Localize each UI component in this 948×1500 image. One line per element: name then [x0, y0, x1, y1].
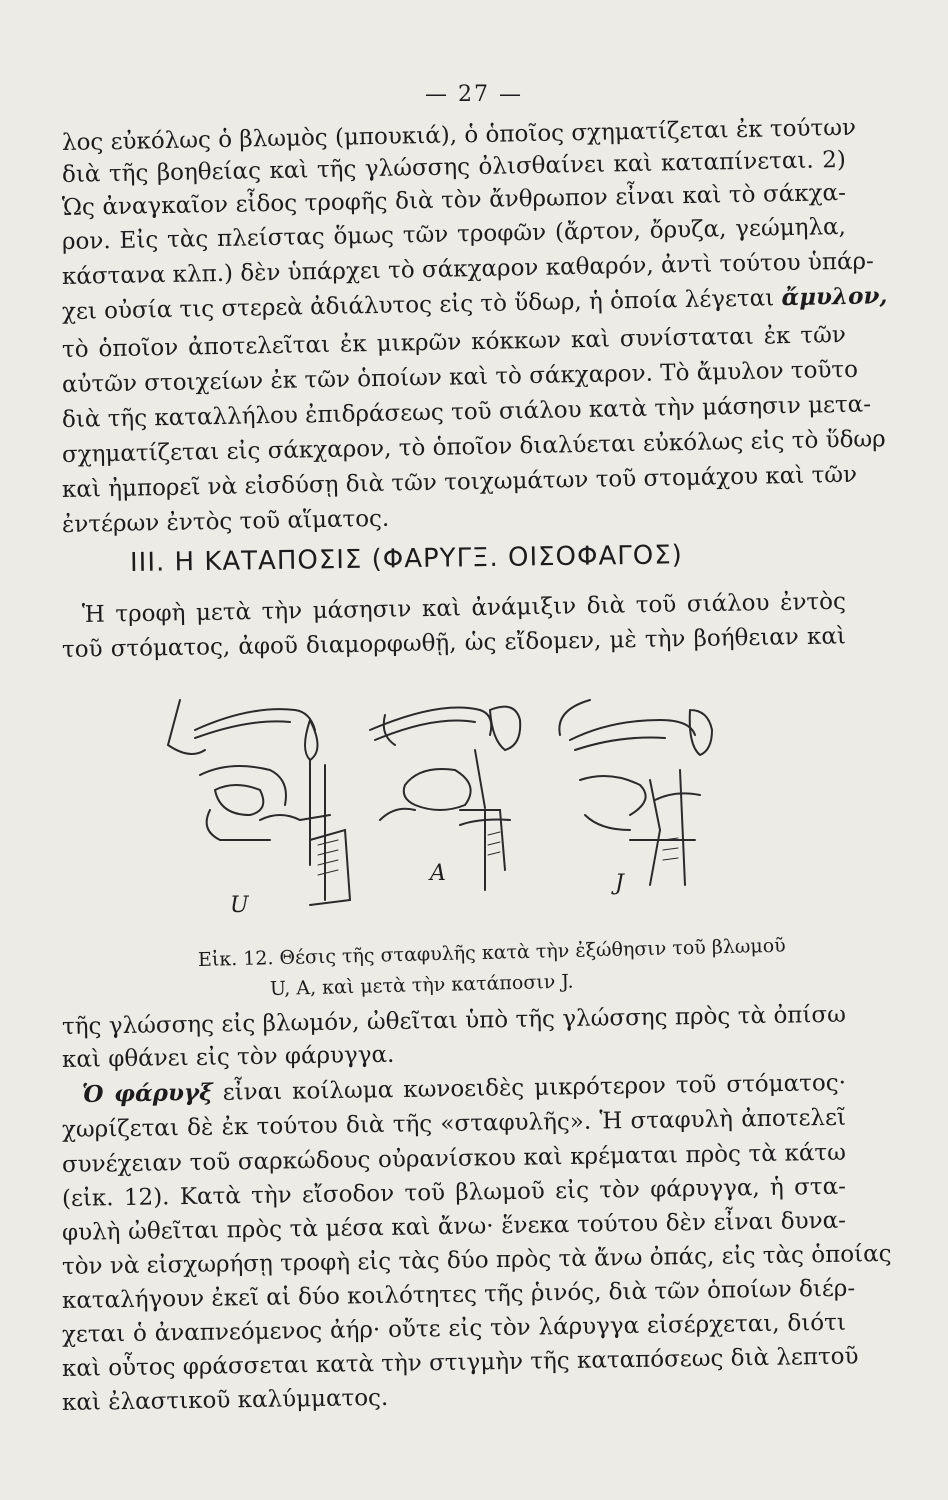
text-line: τῆς γλώσσης εἰς βλωμόν, ὠθεῖται ὑπὸ τῆς γλώσσης πρὸς τὰ ὀπίσω	[61, 1001, 847, 1040]
text-line: καὶ φθάνει εἰς τὸν φάρυγγα.	[61, 1041, 395, 1073]
text-line: ἐντέρων ἐντὸς τοῦ αἵματος.	[61, 505, 390, 538]
text-line: λος εὐκόλως ὁ βλωμὸς (μπουκιά), ὁ ὁποῖος σχηματίζεται ἐκ τούτων	[61, 114, 857, 156]
text-line: χωρίζεται δὲ ἐκ τούτου διὰ τῆς «σταφυλῆς». Ἡ σταφυλὴ ἀποτελεῖ	[61, 1104, 847, 1143]
text-line: ρον. Εἰς τὰς πλείστας ὅμως τῶν τροφῶν (ἄρτον, ὄρυζα, γεώμηλα,	[61, 213, 847, 255]
term-pharynx: Ὁ φάρυγξ	[81, 1078, 213, 1108]
diagram-label-u: U	[230, 893, 249, 918]
text-line: καὶ ἠμπορεῖ νὰ εἰσδύσῃ διὰ τῶν τοιχωμάτων τοῦ στομάχου καὶ τῶν	[61, 461, 858, 503]
figure-caption-line2: U, A, καὶ μετὰ τὴν κατάποσιν J.	[269, 970, 574, 1000]
text-line: φυλὴ ὠθεῖται πρὸς τὰ μέσα καὶ ἄνω· ἕνεκα τούτου δὲν εἶναι δυνα-	[61, 1207, 847, 1246]
section-heading: III. Η ΚΑΤΑΠΟΣΙΣ (ΦΑΡΥΓΞ. ΟΙΣΟΦΑΓΟΣ)	[129, 540, 684, 578]
text-line: Ὡς ἀναγκαῖον εἶδος τροφῆς διὰ τὸν ἄνθρωπον εἶναι καὶ τὸ σάκχα-	[61, 179, 847, 221]
text-line: Ἡ τροφὴ μετὰ τὴν μάσησιν καὶ ἀνάμιξιν διὰ τοῦ σιάλου ἐντὸς	[81, 588, 847, 628]
text-line: διὰ τῆς βοηθείας καὶ τῆς γλώσσης ὀλισθαίνει καὶ καταπίνεται. 2)	[61, 146, 847, 188]
text-line: χεται ὁ ἀναπνεόμενος ἀήρ· οὔτε εἰς τὸν λάρυγγα εἰσέρχεται, διότι	[61, 1309, 847, 1348]
text-line: κάστανα κλπ.) δὲν ὑπάρχει τὸ σάκχαρον καθαρόν, ἀντὶ τούτου ὑπάρ-	[61, 248, 875, 290]
text-line: χει οὐσία τις στερεὰ ἀδιάλυτος εἰς τὸ ὕδωρ, ἡ ὁποία λέγεται	[61, 285, 775, 325]
page-number: — 27 —	[425, 82, 523, 107]
diagram-panel-j	[559, 700, 712, 885]
text-line: σχηματίζεται εἰς σάκχαρον, τὸ ὁποῖον διαλύεται εὐκόλως εἰς τὸ ὕδωρ	[61, 426, 886, 468]
figure-swallowing-diagram	[160, 690, 750, 930]
text-line: συνέχειαν τοῦ σαρκώδους οὐρανίσκου καὶ κρέμαται πρὸς τὰ κάτω	[61, 1139, 847, 1178]
text-line: εἶναι κοίλωμα κωνοειδὲς μικρότερον τοῦ στόματος·	[222, 1070, 847, 1106]
text-line: καὶ ἐλαστικοῦ καλύμματος.	[61, 1384, 389, 1416]
diagram-label-j: J	[615, 871, 624, 896]
text-line: τοῦ στόματος, ἀφοῦ διαμορφωθῇ, ὡς εἴδομεν, μὲ τὴν βοήθειαν καὶ	[61, 623, 847, 663]
text-line: καταλήγουν ἐκεῖ αἱ δύο κοιλότητες τῆς ῥινός, διὰ τῶν ὁποίων διέρ-	[61, 1275, 856, 1314]
diagram-label-a: A	[430, 861, 446, 886]
diagram-hatching	[318, 832, 678, 875]
figure-caption-line1: Εἰκ. 12. Θέσις τῆς σταφυλῆς κατὰ τὴν ἐξώθησιν τοῦ βλωμοῦ	[197, 934, 786, 971]
text-line: διὰ τῆς καταλλήλου ἐπιδράσεως τοῦ σιάλου κατὰ τὴν μάσησιν μετα-	[61, 391, 872, 433]
text-line: καὶ οὗτος φράσσεται κατὰ τὴν στιγμὴν τῆς καταπόσεως διὰ λεπτοῦ	[61, 1343, 859, 1382]
text-line: (εἰκ. 12). Κατὰ τὴν εἴσοδον τοῦ βλωμοῦ εἰς τὸν φάρυγγα, ἡ στα-	[61, 1173, 847, 1212]
text-line: αὐτῶν στοιχείων ἐκ τῶν ὁποίων καὶ τὸ σάκχαρον. Τὸ ἄμυλον τοῦτο	[61, 356, 859, 398]
text-line: τὸν νὰ εἰσχωρήσῃ τροφὴ εἰς τὰς δύο πρὸς τὰ ἄνω ὀπάς, εἰς τὰς ὁποίας	[61, 1240, 892, 1280]
term-amylon: ἄμυλον,	[781, 282, 888, 312]
text-line: τὸ ὁποῖον ἀποτελεῖται ἐκ μικρῶν κόκκων καὶ συνίσταται ἐκ τῶν	[61, 321, 847, 363]
